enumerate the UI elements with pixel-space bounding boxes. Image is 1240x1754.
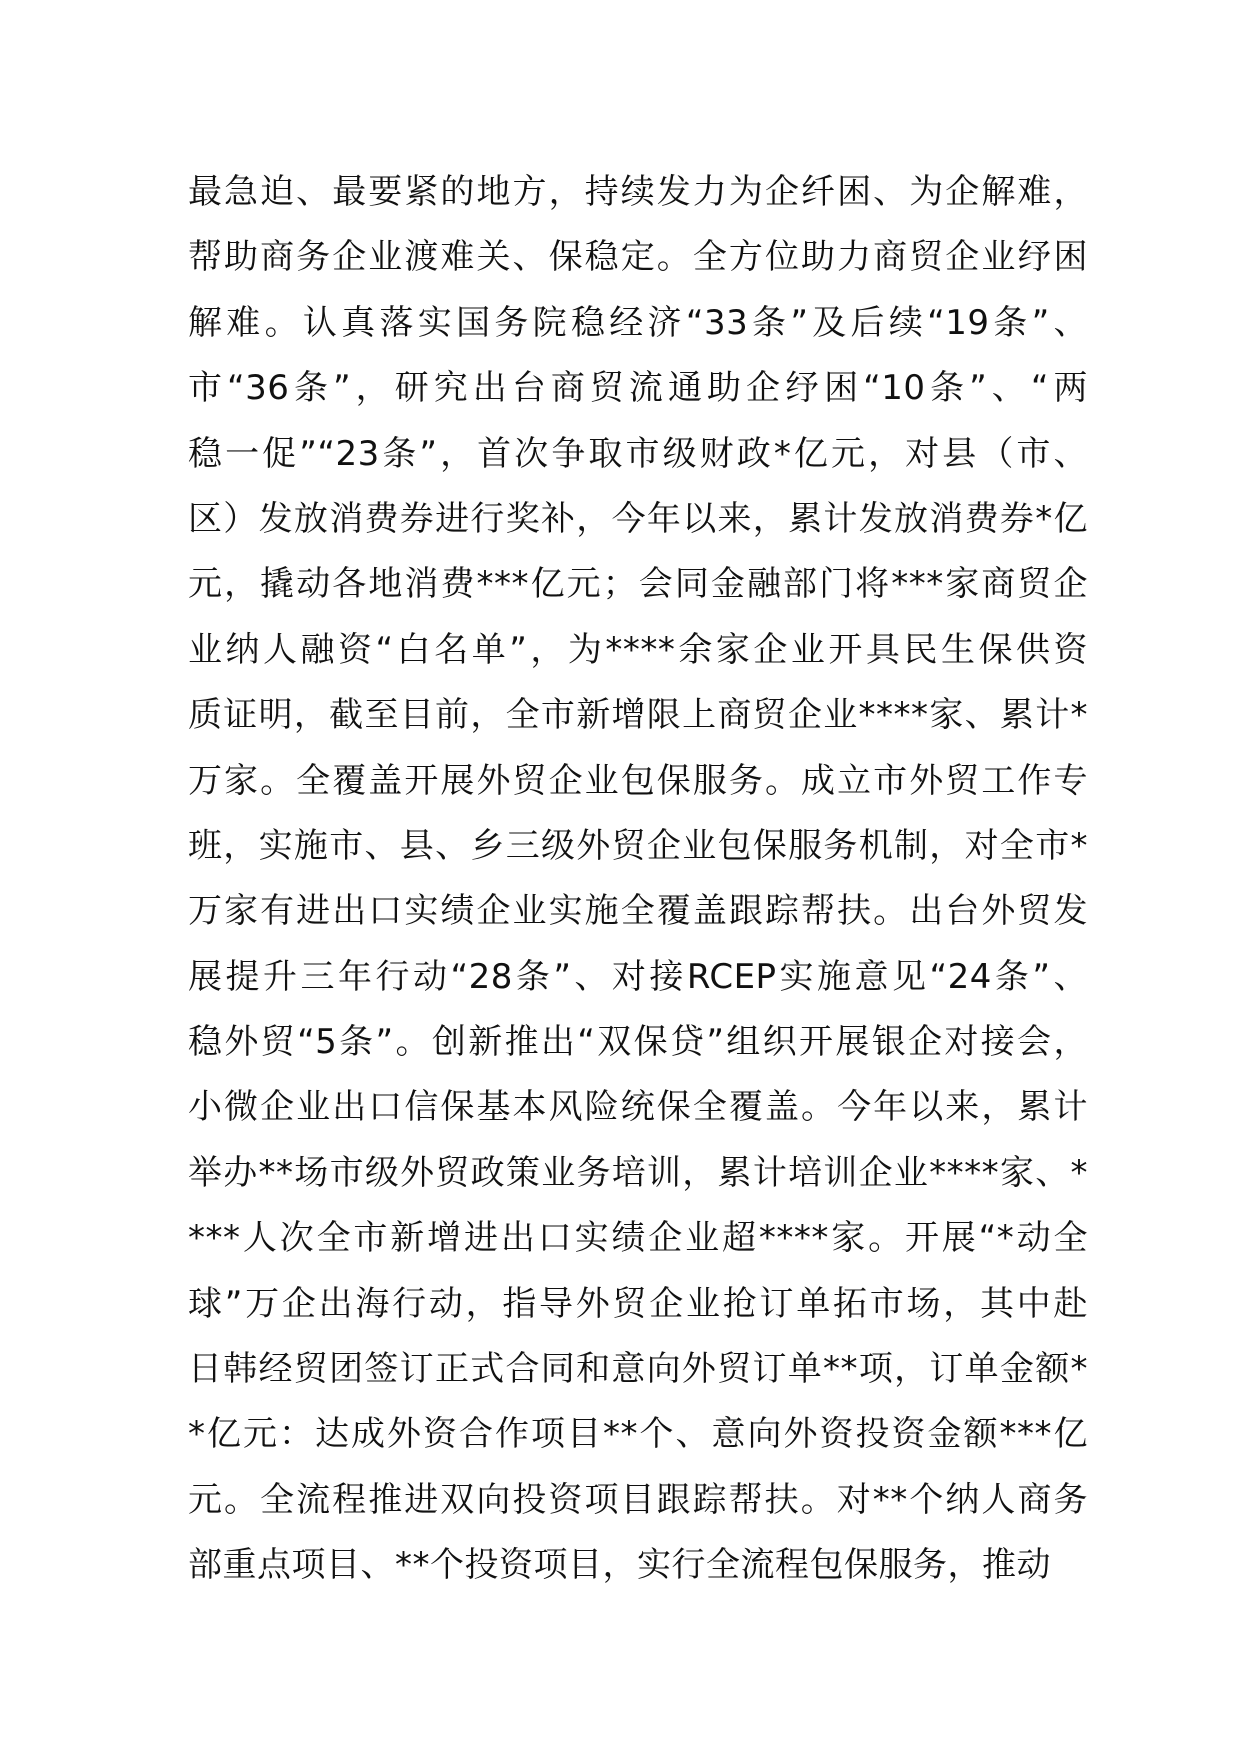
text-line: 万家有进出口实绩企业实施全覆盖跟踪帮扶。出台外贸发 — [188, 891, 1088, 932]
text-line: 班，实施市、县、乡三级外贸企业包保服务机制，对全市* — [188, 825, 1088, 866]
text-line: 元，撬动各地消费***亿元；会同金融部门将***家商贸企 — [188, 564, 1088, 605]
text-line: 球”万企出海行动，指导外贸企业抢订单拓市场，其中赴 — [188, 1283, 1088, 1324]
text-line: ***人次全市新增进出口实绩企业超****家。开展“*动全 — [188, 1218, 1088, 1259]
text-line: 最急迫、最要紧的地方，持续发力为企纤困、为企解难， — [188, 172, 1088, 212]
text-line: 解难。认真落实国务院稳经济“33条”及后续“19条”、 — [188, 302, 1088, 343]
text-line: 帮助商务企业渡难关、保稳定。全方位助力商贸企业纾困 — [188, 237, 1088, 278]
text-line: 区）发放消费券进行奖补，今年以来，累计发放消费券*亿 — [188, 498, 1088, 539]
text-line: 稳一促”“23条”，首次争取市级财政*亿元，对县（市、 — [188, 433, 1088, 474]
text-line: 展提升三年行动“28条”、对接RCEP实施意见“24条”、 — [188, 956, 1088, 997]
text-line: 部重点项目、**个投资项目，实行全流程包保服务，推动 — [188, 1545, 1051, 1586]
text-line: 日韩经贸团签订正式合同和意向外贸订单**项，订单金额* — [188, 1349, 1088, 1390]
text-line: 稳外贸“5条”。创新推出“双保贷”组织开展银企对接会， — [188, 1022, 1088, 1063]
text-line: 举办**场市级外贸政策业务培训，累计培训企业****家、* — [188, 1152, 1088, 1193]
text-line: 市“36条”，研究出台商贸流通助企纾困“10条”、“两 — [188, 368, 1088, 409]
text-line: 万家。全覆盖开展外贸企业包保服务。成立市外贸工作专 — [188, 760, 1088, 801]
text-line: 小微企业出口信保基本风险统保全覆盖。今年以来，累计 — [188, 1087, 1088, 1128]
body-paragraph — [188, 160, 1088, 1599]
text-line: *亿元：达成外资合作项目**个、意向外资投资金额***亿 — [188, 1414, 1088, 1455]
text-line: 质证明，截至目前，全市新增限上商贸企业****家、累计* — [188, 695, 1088, 736]
text-line: 业纳人融资“白名单”，为****余家企业开具民生保供资 — [188, 629, 1088, 670]
text-line: 元。全流程推进双向投资项目跟踪帮扶。对**个纳人商务 — [188, 1479, 1088, 1520]
